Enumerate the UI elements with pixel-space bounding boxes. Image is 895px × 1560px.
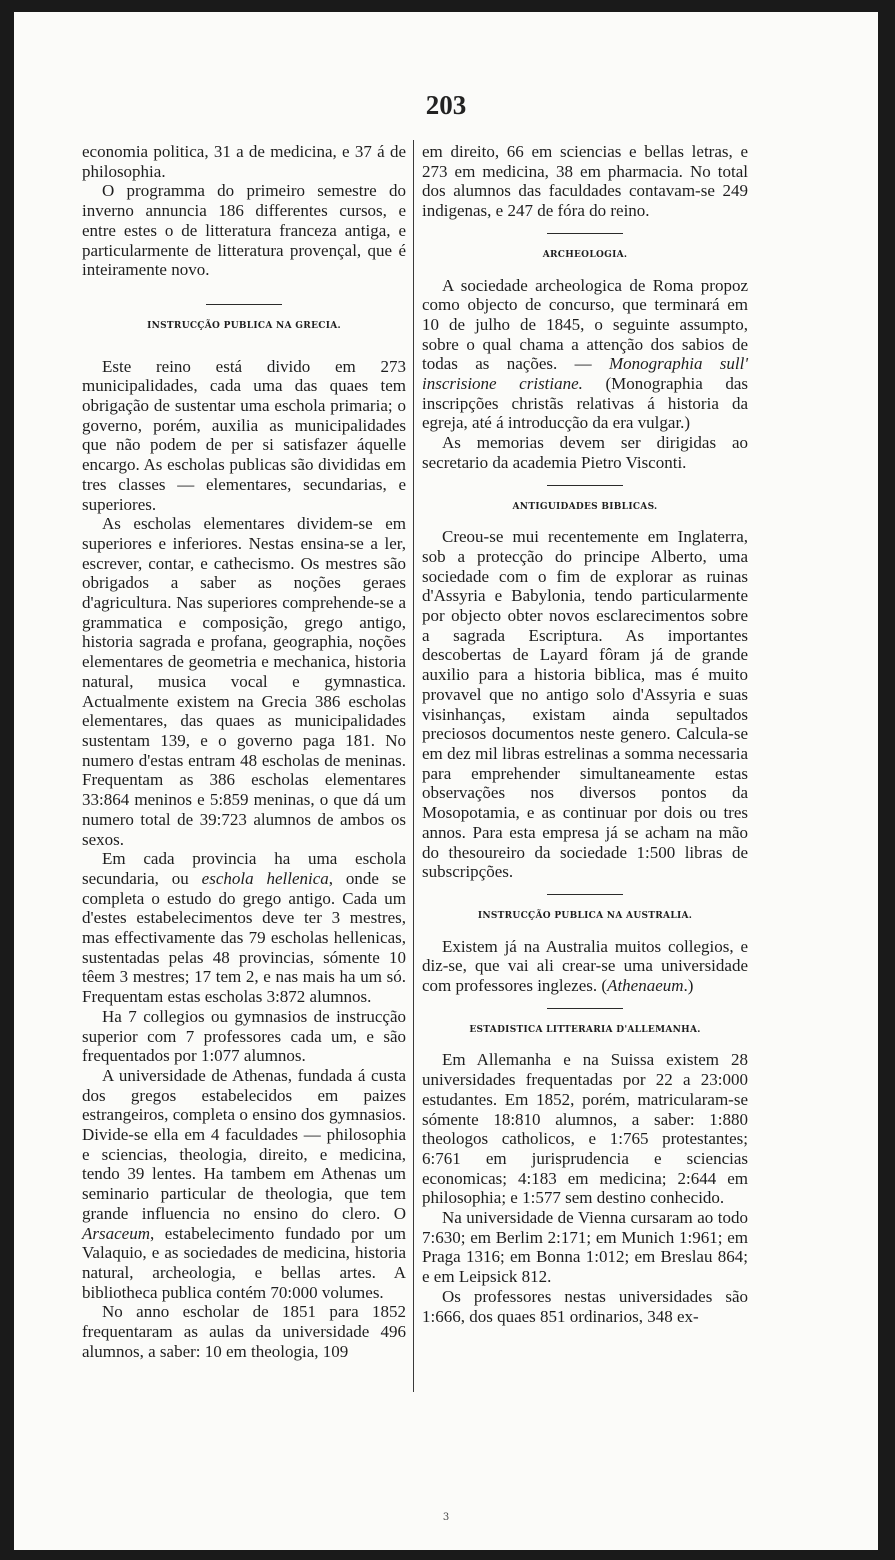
paragraph: em direito, 66 em sciencias e bellas letras, e 273 em medicina, 38 em pharmacia. No total dos alumnos das faculdades contavam-se 249 indigenas, e 247 de fóra do reino. <box>422 142 748 221</box>
paragraph: Este reino está divido em 273 municipalidades, cada uma das quaes tem obrigação de sustentar uma eschola primaria; o governo, porém, auxilia as municipalidades que não podem de per si satisfazer áquelle encargo. As escholas publicas são divididas em tres classes — elementares, secundarias, e superiores. <box>82 356 406 514</box>
italic-term: Monographia sull' inscrisione cristiane. <box>422 354 748 394</box>
section-heading-grecia: INSTRUCÇÃO PUBLICA NA GRECIA. <box>147 320 341 331</box>
section-separator <box>206 304 282 305</box>
column-divider <box>413 140 414 1392</box>
paragraph: Os professores nestas universidades são 1:666, dos quaes 851 ordinarios, 348 ex- <box>422 1286 748 1326</box>
text-run: (Monographia das inscripções christãs relativas á historia da egreja, até á introducção da era vulgar.) <box>422 374 748 433</box>
document-page <box>14 12 878 1550</box>
paragraph: O programma do primeiro semestre do inverno annuncia 186 differentes cursos, e entre estes o de litteratura franceza antiga, e particularmente de litteratura provençal, que é inteiramente novo. <box>82 181 406 280</box>
text-run: Em cada provincia ha uma eschola secundaria, ou <box>82 849 406 888</box>
paragraph: Na universidade de Vienna cursaram ao todo 7:630; em Berlim 2:171; em Munich 1:961; em Praga 1316; em Bonna 1:012; em Breslau 864; e em Leipsick 812. <box>422 1208 748 1287</box>
section-separator <box>547 485 623 486</box>
text-run: A universidade de Athenas, fundada á custa dos gregos estabelecidos em paizes estrangeiros, completa o ensino dos gymnasios. Divide-se ella em 4 faculdades — philosophia e sciencias, theologia, direito, e medicina, tendo 39 lentes. Ha tambem em Athenas um seminario particular de theologia, que tem grande influencia no ensino do clero. O <box>82 1065 406 1223</box>
paragraph: As escholas elementares dividem-se em superiores e inferiores. Nestas ensina-se a ler, escrever, contar, e cathecismo. Os mestres são obrigados a saber as noções geraes d'agricultura. Nas superiores comprehende-se a grammatica e composição, grego antigo, historia sagrada e profana, geographia, noções elementares de geometria e mechanica, historia natural, musica vocal e gymnastica. Actualmente existem na Grecia 386 escholas elementares, das quaes as municipalidades sustentam 139, e o governo paga 181. No numero d'estas entram 48 escholas de meninas. Frequentam as 386 escholas elementares 33:864 meninos e 5:859 meninas, o que dá um numero total de 39:723 alumnos de ambos os sexos. <box>82 514 406 849</box>
text-run: , estabelecimento fundado por um Valaquio, e as sociedades de medicina, historia natural, archeologia, e bellas artes. A bibliotheca publica contém 70:000 volumes. <box>82 1223 406 1302</box>
paragraph <box>82 1066 406 1302</box>
text-run: .) <box>683 976 694 996</box>
signature-mark: 3 <box>442 1512 450 1523</box>
text-run: A sociedade archeologica de Roma propoz como objecto de concurso, que terminará em 10 de julho de 1845, o seguinte assumpto, sobre o qual chama a attenção dos sabios de todas as nações. — <box>422 275 748 374</box>
section-separator <box>547 233 623 234</box>
italic-term: Athenaeum <box>607 976 684 996</box>
italic-term: eschola hellenica <box>201 868 329 888</box>
italic-term: Arsaceum <box>82 1223 150 1243</box>
section-heading-australia: INSTRUCÇÃO PUBLICA NA AUSTRALIA. <box>477 910 693 921</box>
right-column <box>422 142 748 1326</box>
section-separator <box>547 894 623 895</box>
paragraph <box>82 849 406 1007</box>
paragraph: No anno escholar de 1851 para 1852 frequentaram as aulas da universidade 496 alumnos, a saber: 10 em theologia, 109 <box>82 1302 406 1361</box>
paragraph: As memorias devem ser dirigidas ao secretario da academia Pietro Visconti. <box>422 433 748 472</box>
section-heading-archeologia: ARCHEOLOGIA. <box>542 249 628 260</box>
section-separator <box>547 1008 623 1009</box>
left-column <box>82 142 406 1361</box>
paragraph: economia politica, 31 a de medicina, e 37 á de philosophia. <box>82 142 406 181</box>
section-heading-allemanha: ESTADISTICA LITTERARIA D'ALLEMANHA. <box>469 1024 701 1035</box>
text-run: , onde se completa o estudo do grego antigo. Cada um d'estes estabelecimentos deve ter 3 mestres, mas effectivamente das 79 escholas hellenicas, sustentadas pelas 48 provincias, sómente 10 têem 3 mestres; 17 tem 2, e nas mais ha um só. Frequentam estas escholas 3:872 alumnos. <box>82 868 406 1007</box>
paragraph: Em Allemanha e na Suissa existem 28 universidades frequentadas por 22 a 23:000 estudantes. Em 1852, porém, matricularam-se sómente 18:810 alumnos, a saber: 1:880 theologos catholicos, e 1:765 protestantes; 6:761 em jurisprudencia e sciencias economicas; 4:183 em medicina; 2:644 em philosophia; e 1:577 sem destino conhecido. <box>422 1050 748 1208</box>
paragraph: Ha 7 collegios ou gymnasios de instrucção superior com 7 professores cada um, e são frequentados por 1:077 alumnos. <box>82 1006 406 1066</box>
page-number: 203 <box>425 90 467 120</box>
text-run: Existem já na Australia muitos collegios, e diz-se, que vai ali crear-se uma universidade com professores inglezes. ( <box>422 936 748 996</box>
section-heading-antiguidades: ANTIGUIDADES BIBLICAS. <box>512 501 658 512</box>
paragraph: Creou-se mui recentemente em Inglaterra, sob a protecção do principe Alberto, uma sociedade com o fim de explorar as ruinas d'Assyria e Babylonia, tendo particularmente por objecto obter novos esclarecimentos sobre a sagrada Escriptura. As importantes descobertas de Layard fôram já de grande auxilio para a historia biblica, mas é muito provavel que no antigo solo d'Assyria e suas visinhanças, existam ainda sepultados preciosos documentos neste genero. Calcula-se em dez mil libras estrelinas a somma necessaria para emprehender simultaneamente estas observações nos diversos pontos da Mosopotamia, e as continuar por dois ou tres annos. Para esta empresa já se acham na mão do thesoureiro da sociedade 1:500 libras de subscripções. <box>422 527 748 882</box>
paragraph <box>422 937 748 996</box>
paragraph <box>422 276 748 434</box>
